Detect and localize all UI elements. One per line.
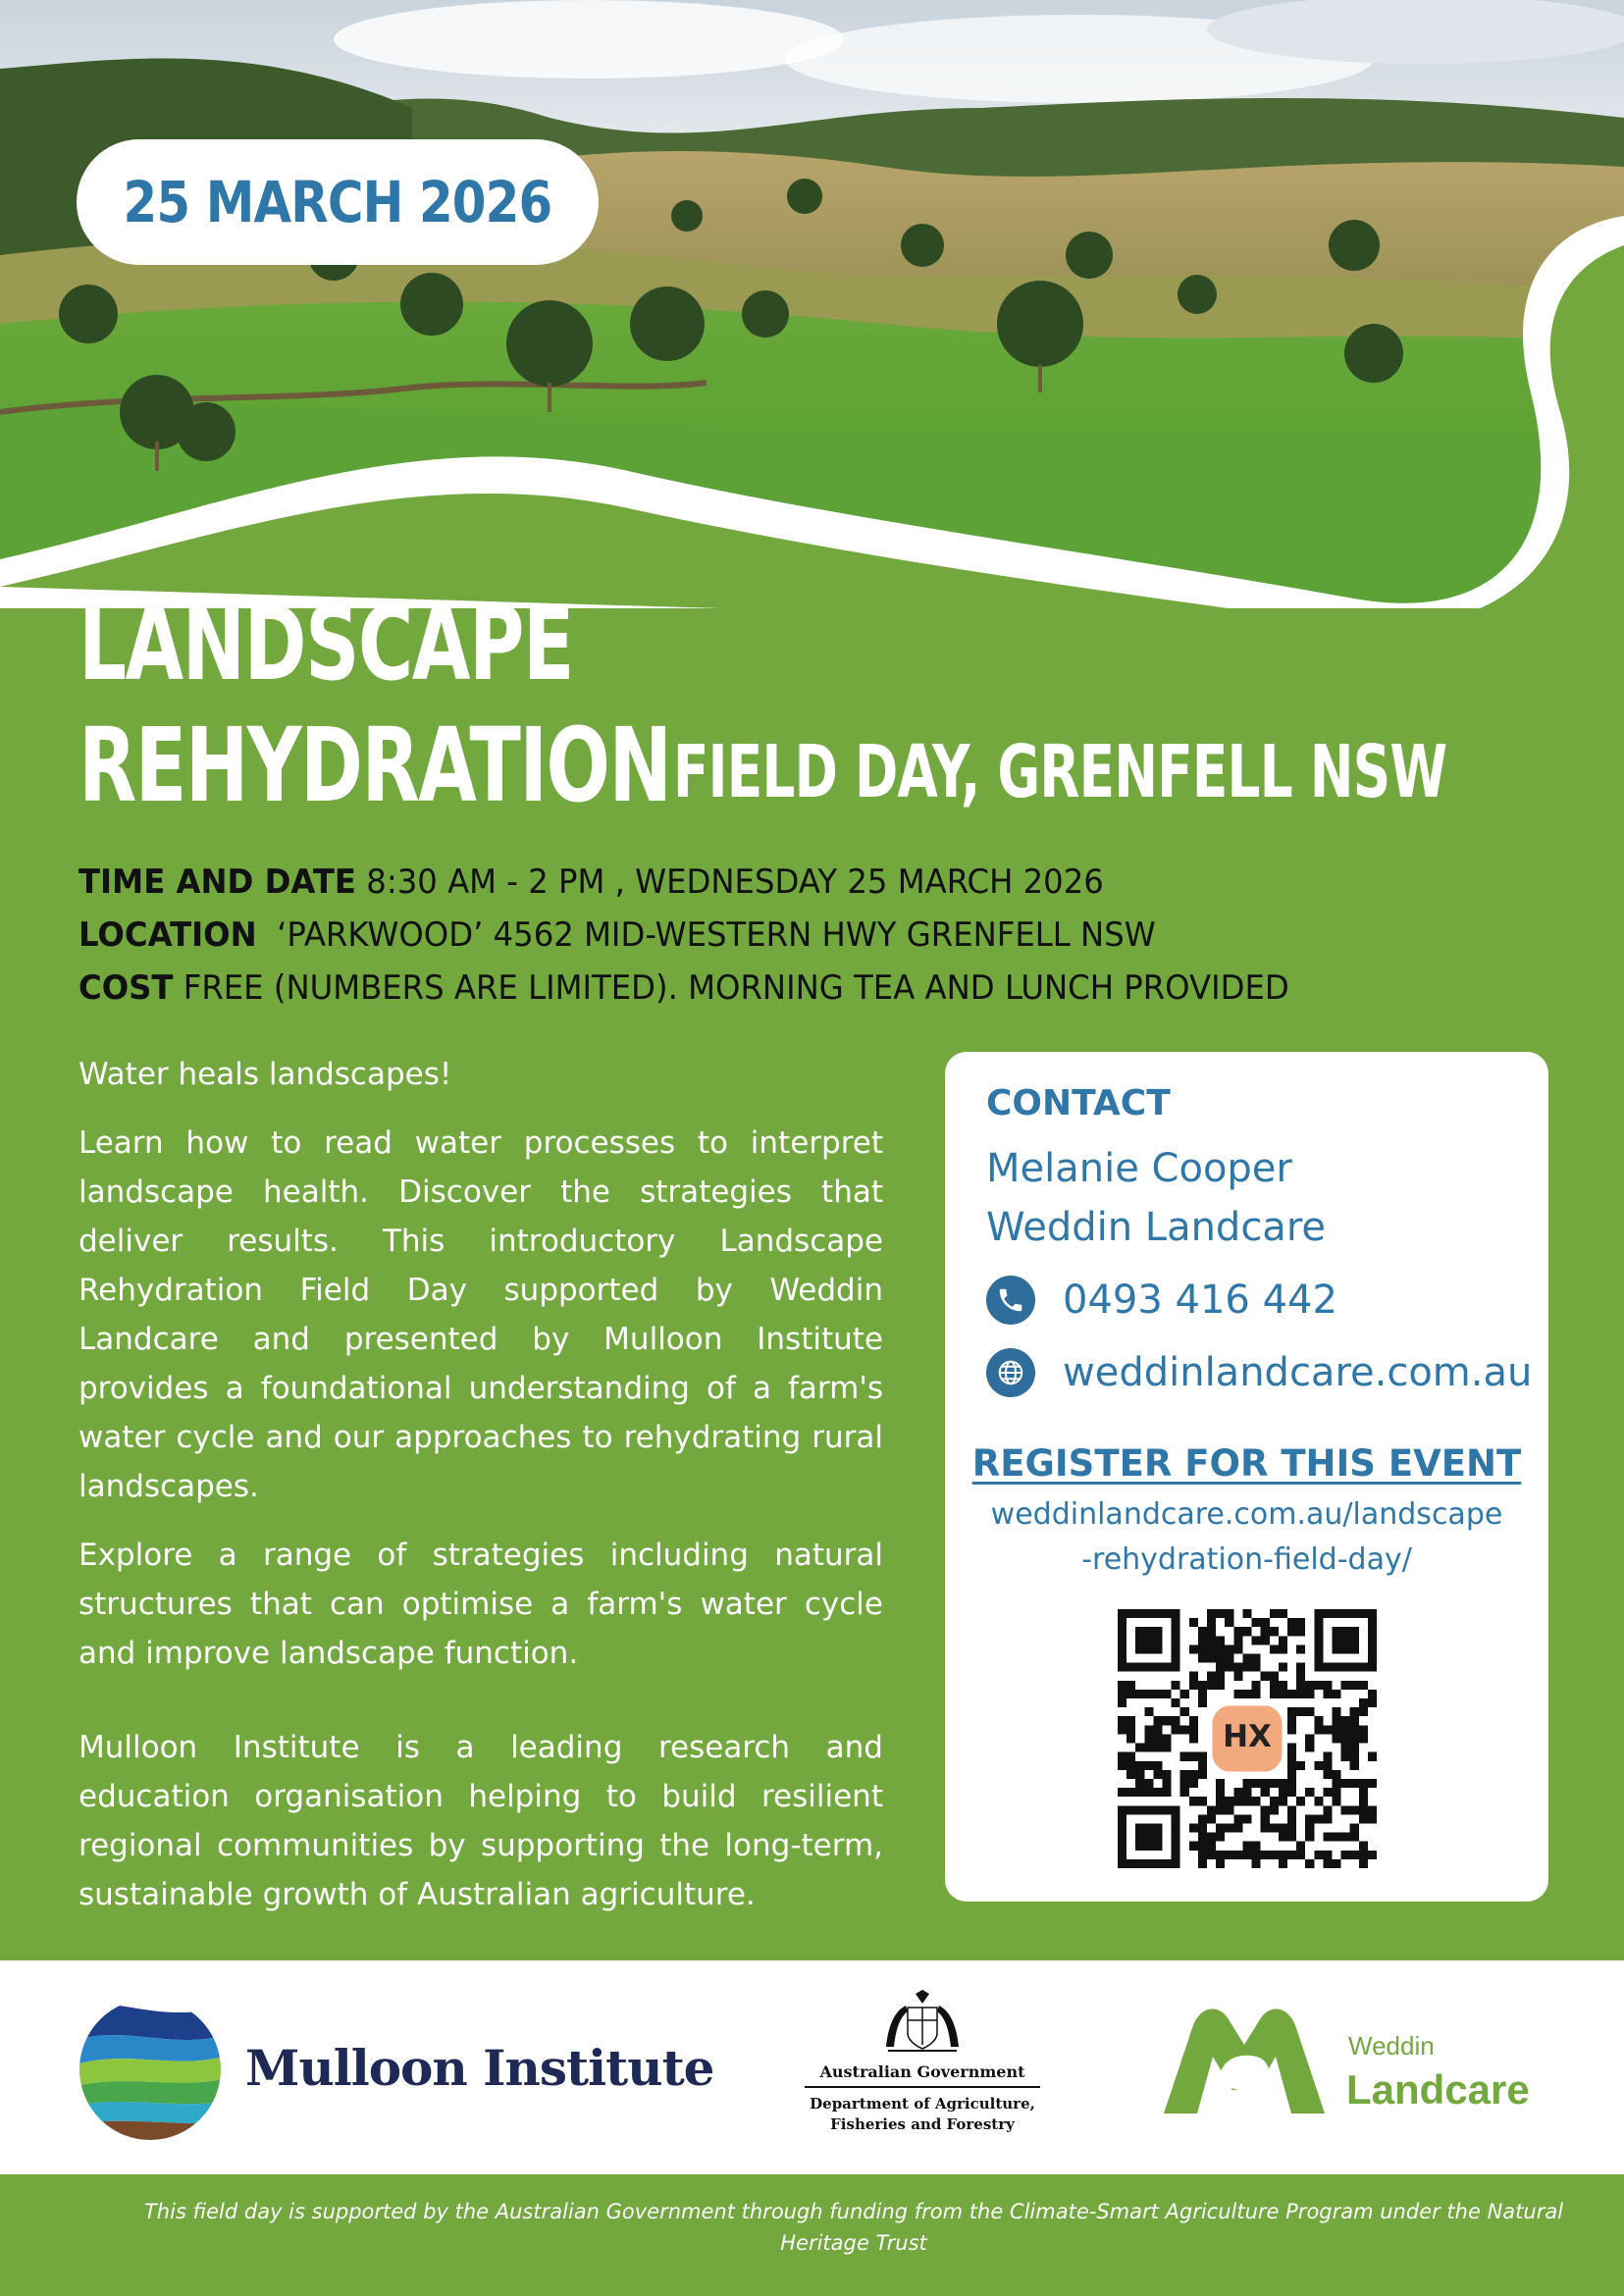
website-link[interactable]: weddinlandcare.com.au (1063, 1350, 1533, 1395)
register-link-line-1[interactable]: weddinlandcare.com.au/landscape (990, 1497, 1503, 1532)
partner-logos (0, 1960, 1624, 2174)
paragraph-2: Explore a range of strategies including natural structures that can optimise a farm's water cycle and improve landscape function. (79, 1538, 883, 1671)
time-and-date-row (79, 856, 1477, 909)
coat-of-arms-icon (878, 1988, 967, 2057)
location-label: LOCATION (79, 915, 257, 955)
qr-code[interactable] (1118, 1609, 1377, 1868)
cost-label: COST (79, 968, 174, 1008)
date-badge (77, 139, 599, 265)
location-value: ‘PARKWOOD’ 4562 MID-WESTERN HWY GRENFELL NSW (256, 915, 1156, 955)
phone-icon (986, 1276, 1035, 1325)
hero-landscape-photo (0, 0, 1624, 628)
cost-value: FREE (NUMBERS ARE LIMITED). MORNING TEA AND LUNCH PROVIDED (173, 968, 1289, 1008)
contact-card (945, 1052, 1548, 1902)
landcare-hands-icon (1154, 1996, 1331, 2121)
landcare-wordmark-small: Weddin (1348, 2031, 1435, 2061)
landcare-wordmark: Landcare (1346, 2066, 1530, 2113)
phone-row[interactable] (986, 1276, 1337, 1325)
phone-number[interactable]: 0493 416 442 (1063, 1278, 1337, 1323)
mulloon-logo-icon (77, 1996, 224, 2143)
time-label: TIME AND DATE (79, 862, 356, 902)
time-value: 8:30 AM - 2 PM , WEDNESDAY 25 MARCH 2026 (355, 862, 1104, 902)
date-badge-text: 25 MARCH 2026 (123, 169, 552, 235)
title-subtitle: FIELD DAY, GRENFELL NSW (673, 730, 1447, 814)
globe-icon (986, 1348, 1035, 1397)
register-heading[interactable]: REGISTER FOR THIS EVENT (971, 1442, 1522, 1485)
contact-heading: CONTACT (986, 1083, 1171, 1123)
gov-dept-line-1: Department of Agriculture, (810, 2095, 1035, 2113)
register-link-line-2[interactable]: -rehydration-field-day/ (1081, 1542, 1412, 1577)
event-details (79, 856, 1550, 1015)
website-row[interactable] (986, 1348, 1532, 1397)
contact-organisation: Weddin Landcare (986, 1205, 1326, 1250)
funding-acknowledgement: This field day is supported by the Australian Government through funding from the Climate-Smart Agriculture Program under the Natural Heritage Trust (143, 2200, 1564, 2255)
paragraph-3: Mulloon Institute is a leading research and education organisation helping to build resilient regional communities by supporting the long-term, sustainable growth of Australian agriculture. (79, 1730, 883, 1912)
description (79, 1050, 883, 1939)
contact-name: Melanie Cooper (986, 1146, 1292, 1191)
cost-row (79, 962, 1477, 1015)
location-row (79, 909, 1477, 962)
mulloon-wordmark: Mulloon Institute (245, 2039, 714, 2097)
intro-line: Water heals landscapes! (79, 1057, 452, 1092)
gov-name: Australian Government (805, 2062, 1040, 2088)
gov-dept-line-2: Fisheries and Forestry (830, 2115, 1015, 2133)
title-line-2: REHYDRATION (79, 705, 671, 825)
qr-badge: HX (1223, 1719, 1272, 1755)
australian-government-logo (805, 1988, 1040, 2135)
paragraph-1: Learn how to read water processes to interpret landscape health. Discover the strategies that deliver results. This introductory Landscape Rehydration Field Day supported by Weddin Landcare and presented by Mulloon Institute provides a foundational understanding of a farm's water cycle and our approaches to rehydrating rural landscapes. (79, 1125, 883, 1504)
title-line-1: LANDSCAPE (79, 584, 574, 704)
